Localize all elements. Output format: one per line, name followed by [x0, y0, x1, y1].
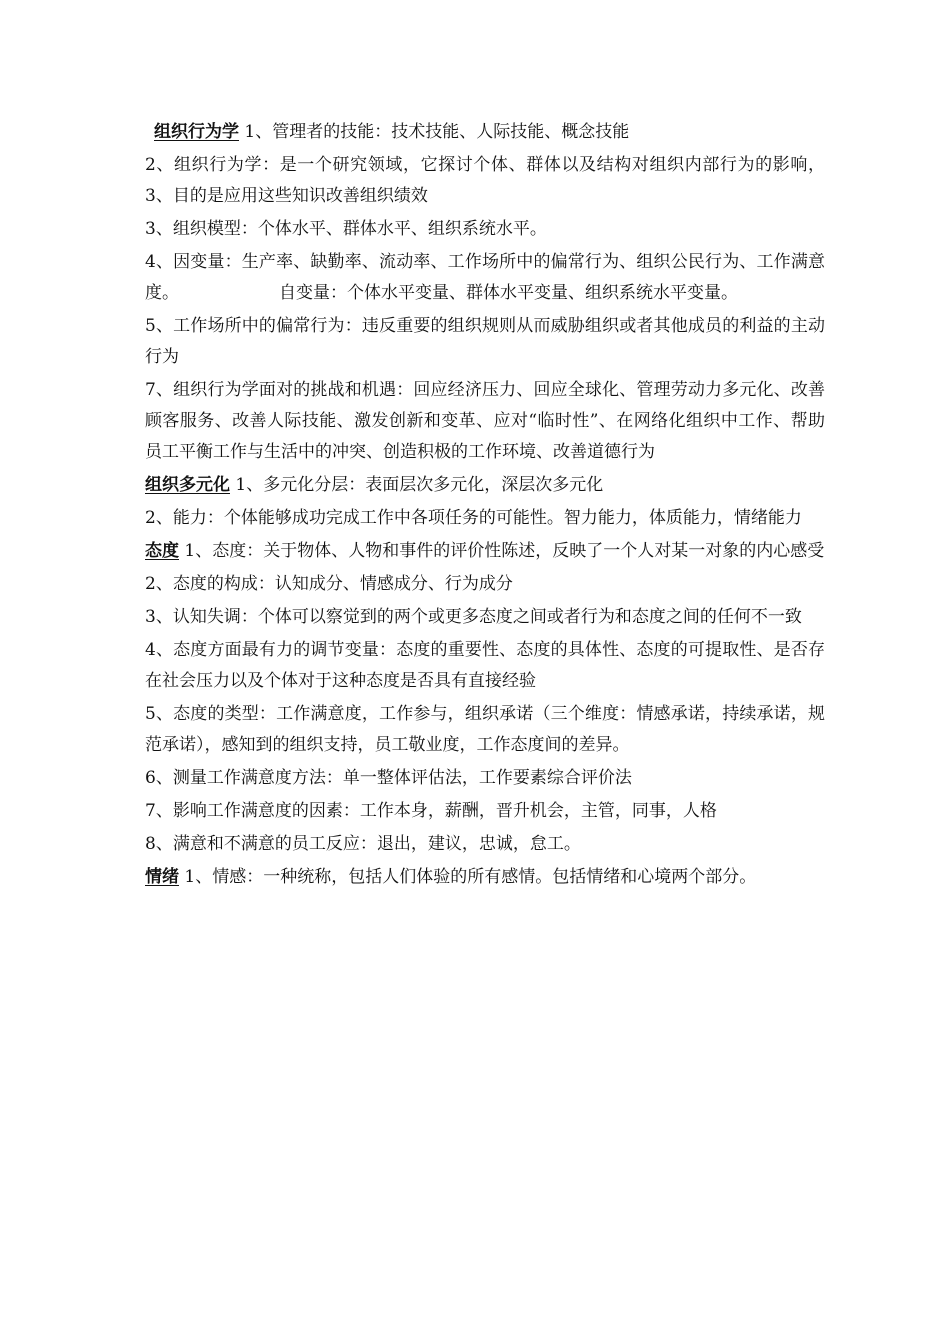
paragraph: 4、态度方面最有力的调节变量：态度的重要性、态度的具体性、态度的可提取性、是否存在社会压力以及个体对于这种态度是否具有直接经验 [145, 640, 825, 691]
body-text: 1、态度：关于物体、人物和事件的评价性陈述，反映了一个人对某一对象的内心感受 [184, 541, 825, 561]
section-heading: 情绪 [145, 867, 179, 887]
body-text: 1、情感：一种统称，包括人们体验的所有感情。包括情绪和心境两个部分。 [184, 867, 757, 887]
paragraph: 6、测量工作满意度方法：单一整体评估法，工作要素综合评价法 [145, 768, 632, 788]
paragraph: 3、组织模型：个体水平、群体水平、组织系统水平。 [145, 219, 547, 239]
paragraph [145, 862, 825, 893]
body-text: 4、因变量：生产率、缺勤率、流动率、工作场所中的偏常行为、组织公民行为、工作满意度。 [145, 252, 825, 303]
body-text: 自变量：个体水平变量、群体水平变量、组织系统水平变量。 [279, 283, 738, 303]
section-heading: 态度 [145, 541, 179, 561]
paragraph [145, 470, 825, 501]
paragraph: 3、认知失调：个体可以察觉到的两个或更多态度之间或者行为和态度之间的任何不一致 [145, 607, 802, 627]
paragraph: 2、态度的构成：认知成分、情感成分、行为成分 [145, 574, 513, 594]
paragraph: 7、组织行为学面对的挑战和机遇：回应经济压力、回应全球化、管理劳动力多元化、改善顾客服务、改善人际技能、激发创新和变革、应对“临时性”、在网络化组织中工作、帮助员工平衡工作与生活中的冲突、创造积极的工作环境、改善道德行为 [145, 380, 825, 462]
paragraph: 5、态度的类型：工作满意度，工作参与，组织承诺（三个维度：情感承诺，持续承诺，规范承诺），感知到的组织支持，员工敬业度，工作态度间的差异。 [145, 704, 825, 755]
section-heading: 组织行为学 [154, 122, 239, 142]
paragraph: 2、组织行为学：是一个研究领域，它探讨个体、群体以及结构对组织内部行为的影响，3、目的是应用这些知识改善组织绩效 [145, 155, 825, 206]
paragraph: 7、影响工作满意度的因素：工作本身，薪酬，晋升机会，主管，同事，人格 [145, 801, 717, 821]
paragraph [145, 117, 825, 148]
paragraph: 5、工作场所中的偏常行为：违反重要的组织规则从而威胁组织或者其他成员的利益的主动行为 [145, 316, 825, 367]
body-text: 1、管理者的技能：技术技能、人际技能、概念技能 [244, 122, 630, 142]
paragraph [145, 536, 825, 567]
body-text: 1、多元化分层：表面层次多元化，深层次多元化 [235, 475, 604, 495]
section-heading: 组织多元化 [145, 475, 230, 495]
paragraph: 8、满意和不满意的员工反应：退出，建议，忠诚，怠工。 [145, 834, 581, 854]
paragraph: 2、能力：个体能够成功完成工作中各项任务的可能性。智力能力，体质能力，情绪能力 [145, 508, 802, 528]
paragraph [145, 247, 825, 309]
document-page [145, 117, 825, 895]
